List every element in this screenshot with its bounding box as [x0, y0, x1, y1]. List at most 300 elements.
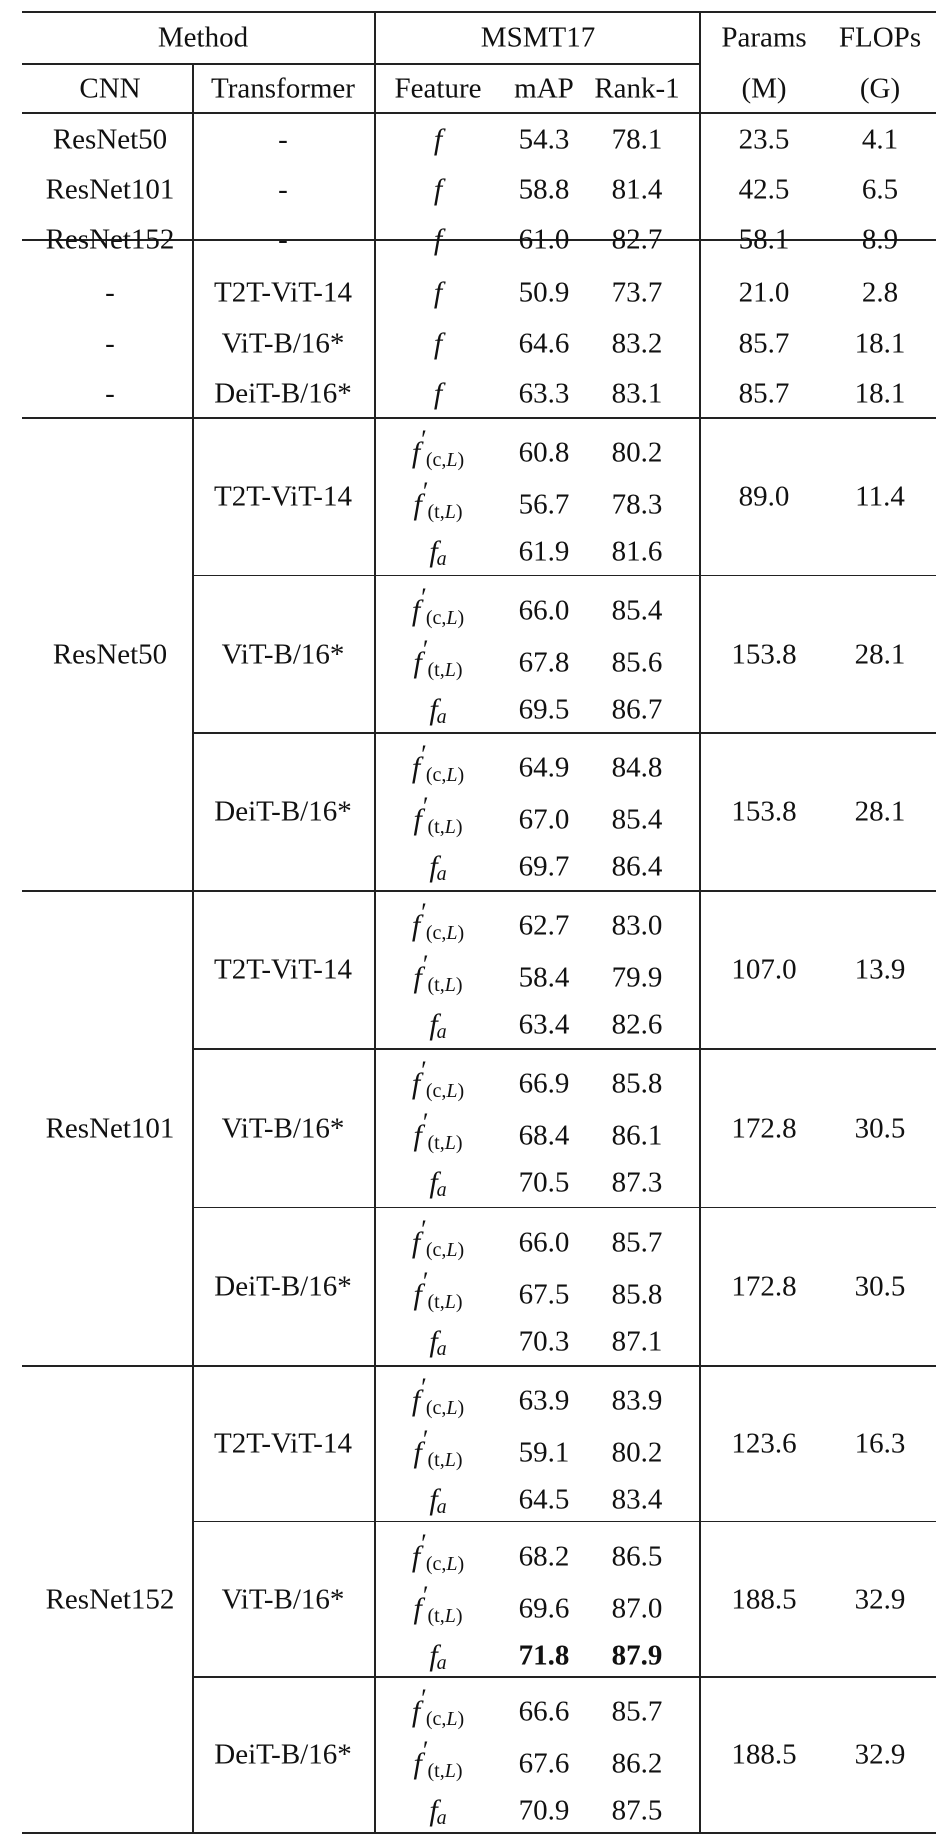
rank1-cell: 86.5: [611, 1540, 663, 1573]
row-rule: [22, 63, 700, 65]
feature-symbol: f: [413, 961, 422, 994]
feature-cell: [411, 425, 465, 471]
feature-subscript-layer: L: [446, 606, 458, 629]
map-cell: 67.6: [518, 1747, 570, 1780]
map-cell: 58.8: [518, 173, 570, 206]
feature-prime: ′: [422, 1580, 429, 1610]
feature-symbol: f: [413, 803, 422, 837]
rank1-cell: 85.7: [611, 1226, 663, 1259]
feature-subscript: [428, 1605, 463, 1627]
rank1-cell: 78.3: [611, 488, 663, 521]
feature-subscript: [428, 974, 463, 996]
feature-subscript: [428, 659, 463, 681]
feature-prime: ′: [421, 1056, 427, 1086]
feature-subscript-layer: L: [444, 1760, 456, 1783]
header-method: Method: [157, 21, 249, 54]
feature-symbol: f: [413, 1436, 422, 1469]
feature-symbol: f: [433, 327, 443, 360]
header-params-unit: (M): [741, 72, 787, 105]
transformer-block-label: ViT-B/16*: [221, 1583, 345, 1615]
feature-subscript-close: ): [457, 1708, 465, 1731]
feature-subscript-close: ): [455, 816, 463, 839]
rank1-cell: 79.9: [611, 961, 663, 994]
feature-symbol: f: [411, 1067, 421, 1101]
rank1-cell: 87.3: [611, 1166, 663, 1199]
feature-prime: ′: [422, 634, 429, 664]
rank1-cell: 85.8: [611, 1067, 663, 1100]
feature-prime: ′: [421, 740, 427, 770]
feature-subscript: [428, 1291, 463, 1313]
feature-symbol: f: [413, 645, 422, 679]
feature-cell: [411, 1373, 465, 1419]
feature-prime: ′: [422, 1425, 429, 1454]
feature-symbol: f: [429, 1324, 438, 1358]
feature-prime: ′: [422, 792, 429, 822]
feature-symbol: f: [413, 1277, 422, 1311]
map-cell: 69.7: [518, 850, 570, 883]
feature-subscript: [426, 922, 464, 944]
feature-subscript-layer: L: [444, 658, 456, 681]
feature-cell: [429, 1324, 447, 1360]
row-rule: [193, 1521, 936, 1523]
flops-cell: 32.9: [854, 1583, 906, 1615]
feature-subscript-open: (t,: [427, 1449, 445, 1471]
feature-cell: [429, 1008, 447, 1043]
feature-subscript-open: (c,: [425, 1080, 447, 1103]
feature-subscript-layer: L: [446, 1397, 458, 1419]
feature-symbol: f: [433, 223, 443, 256]
row-rule: [22, 1832, 936, 1834]
feature-subscript: a: [436, 548, 447, 570]
row-rule: [193, 1207, 936, 1209]
rank1-cell: 86.7: [611, 693, 663, 726]
flops-cell: 8.9: [861, 223, 899, 256]
rank1-cell: 87.0: [611, 1592, 663, 1625]
rank1-cell: 85.6: [611, 646, 663, 679]
feature-symbol: f: [411, 1384, 421, 1417]
feature-symbol: f: [429, 1483, 438, 1516]
header-flops: FLOPs: [838, 21, 922, 54]
map-cell: 69.5: [518, 693, 570, 726]
feature-symbol: f: [433, 377, 443, 410]
feature-subscript: [426, 607, 464, 629]
map-cell: 54.3: [518, 123, 570, 156]
flops-cell: 30.5: [854, 1270, 906, 1303]
feature-subscript-open: (t,: [427, 1604, 445, 1627]
feature-subscript: [426, 1553, 464, 1575]
feature-cell: [413, 1266, 463, 1313]
feature-prime: ′: [422, 477, 429, 506]
feature-subscript: [426, 1239, 464, 1261]
transformer-block-label: T2T-ViT-14: [214, 480, 352, 513]
feature-symbol: f: [411, 593, 421, 627]
column-rule: [699, 12, 701, 1833]
feature-subscript-close: ): [455, 1132, 463, 1155]
map-cell: 61.9: [518, 535, 570, 568]
feature-cell: [411, 1528, 465, 1575]
feature-subscript-layer: L: [446, 764, 458, 787]
flops-cell: 2.8: [861, 276, 899, 309]
map-cell: 63.9: [518, 1384, 570, 1417]
flops-cell: 11.4: [855, 480, 905, 513]
feature-subscript: [426, 764, 464, 786]
map-cell: 70.5: [518, 1166, 570, 1199]
map-cell: 61.0: [518, 223, 570, 256]
feature-subscript-layer: L: [446, 1708, 458, 1731]
flops-cell: 32.9: [854, 1738, 906, 1771]
feature-symbol: f: [411, 1695, 421, 1729]
params-cell: 21.0: [738, 276, 790, 309]
feature-cell: [413, 634, 463, 681]
map-cell: 67.0: [518, 803, 570, 836]
map-cell: 50.9: [518, 276, 570, 309]
map-cell: 60.8: [518, 436, 570, 469]
transformer-cell: DeiT-B/16*: [214, 377, 352, 410]
map-cell: 64.9: [518, 751, 570, 784]
flops-cell: 16.3: [854, 1427, 906, 1460]
feature-subscript-open: (c,: [425, 449, 447, 471]
cnn-group-label: ResNet50: [52, 638, 168, 670]
feature-subscript: [426, 449, 464, 471]
feature-subscript-open: (t,: [427, 1290, 445, 1313]
feature-prime: ′: [422, 950, 429, 979]
row-rule: [193, 1676, 936, 1678]
map-cell: 70.9: [518, 1794, 570, 1827]
feature-symbol: f: [413, 1747, 422, 1781]
feature-subscript: [428, 501, 463, 523]
rank1-cell: 85.4: [611, 594, 663, 627]
feature-subscript-layer: L: [444, 1132, 456, 1155]
rank1-cell: 86.2: [611, 1747, 663, 1780]
transformer-cell: T2T-ViT-14: [214, 276, 352, 309]
rank1-cell: 82.7: [611, 223, 663, 256]
map-cell: 67.8: [518, 646, 570, 679]
feature-symbol: f: [411, 909, 421, 942]
map-cell: 63.3: [518, 377, 570, 410]
feature-cell: [413, 1425, 463, 1471]
feature-subscript-layer: L: [444, 816, 456, 839]
feature-subscript-layer: L: [446, 449, 458, 471]
cnn-cell: ResNet101: [45, 173, 175, 206]
feature-subscript-open: (t,: [427, 1132, 445, 1155]
feature-subscript-close: ): [455, 1604, 463, 1627]
feature-subscript-close: ): [457, 922, 465, 944]
rank1-cell: 78.1: [611, 123, 663, 156]
rank1-cell: 80.2: [611, 436, 663, 469]
row-rule: [22, 890, 936, 892]
params-cell: 153.8: [731, 795, 797, 828]
feature-subscript-layer: L: [444, 1604, 456, 1627]
map-cell: 58.4: [518, 961, 570, 994]
rank1-cell: 81.4: [611, 173, 663, 206]
transformer-block-label: ViT-B/16*: [221, 1112, 345, 1144]
column-rule: [192, 64, 194, 240]
params-cell: 107.0: [731, 953, 797, 986]
map-cell: 59.1: [518, 1436, 570, 1469]
params-cell: 188.5: [731, 1738, 797, 1771]
map-cell: 68.2: [518, 1540, 570, 1573]
feature-subscript-open: (t,: [427, 501, 445, 523]
feature-subscript-open: (t,: [427, 816, 445, 839]
feature-symbol: f: [413, 1591, 422, 1625]
feature-prime: ′: [421, 1214, 427, 1244]
feature-subscript-close: ): [455, 974, 463, 996]
feature-cell: [434, 278, 442, 308]
rank1-cell: 84.8: [611, 751, 663, 784]
feature-subscript: [426, 1080, 464, 1102]
flops-cell: 13.9: [854, 953, 906, 986]
transformer-block-label: T2T-ViT-14: [214, 953, 352, 986]
params-cell: 85.7: [738, 377, 790, 410]
rank1-cell: 83.4: [611, 1483, 663, 1516]
row-rule: [22, 417, 936, 419]
transformer-block-label: ViT-B/16*: [221, 638, 345, 670]
feature-subscript-layer: L: [444, 1290, 456, 1313]
feature-subscript-close: ): [455, 1449, 463, 1471]
feature-subscript-layer: L: [446, 922, 458, 944]
map-cell: 66.6: [518, 1695, 570, 1728]
rank1-cell: 83.9: [611, 1384, 663, 1417]
feature-symbol: f: [429, 1794, 438, 1828]
row-rule: [193, 575, 936, 577]
feature-subscript: a: [436, 705, 447, 728]
feature-subscript-open: (c,: [425, 764, 447, 787]
cnn-cell: -: [105, 327, 115, 360]
feature-subscript: [428, 816, 463, 838]
feature-cell: [413, 477, 463, 523]
feature-symbol: f: [429, 1166, 438, 1200]
rank1-cell: 80.2: [611, 1436, 663, 1469]
rank1-cell: 81.6: [611, 535, 663, 568]
rank1-cell: 82.6: [611, 1008, 663, 1041]
rank1-cell: 87.1: [611, 1325, 663, 1358]
feature-cell: [429, 535, 447, 570]
feature-symbol: f: [429, 1008, 438, 1041]
feature-subscript-close: ): [457, 1552, 465, 1575]
feature-subscript-layer: L: [446, 1080, 458, 1103]
rank1-cell: 85.4: [611, 803, 663, 836]
transformer-cell: ViT-B/16*: [221, 327, 345, 360]
cnn-cell: ResNet152: [45, 223, 175, 256]
flops-cell: 30.5: [854, 1112, 906, 1144]
feature-cell: [413, 1736, 463, 1783]
feature-subscript-open: (c,: [425, 606, 447, 629]
feature-symbol: f: [429, 535, 438, 568]
rank1-cell: 85.8: [611, 1278, 663, 1311]
map-cell: 66.9: [518, 1067, 570, 1100]
feature-subscript-close: ): [455, 501, 463, 523]
feature-prime: ′: [421, 1684, 427, 1714]
feature-subscript-open: (c,: [425, 1238, 447, 1261]
row-rule: [22, 1365, 936, 1367]
feature-subscript-open: (c,: [425, 1708, 447, 1731]
feature-subscript: a: [436, 863, 447, 886]
params-cell: 42.5: [738, 173, 790, 206]
feature-cell: [429, 1166, 447, 1202]
params-cell: 153.8: [731, 638, 797, 670]
params-cell: 23.5: [738, 123, 790, 156]
feature-cell: [411, 1684, 465, 1731]
feature-subscript: [428, 1132, 463, 1154]
feature-symbol: f: [429, 1638, 438, 1672]
feature-subscript-close: ): [457, 1080, 465, 1103]
cnn-cell: -: [105, 276, 115, 309]
column-rule: [192, 240, 194, 1833]
map-cell: 67.5: [518, 1278, 570, 1311]
feature-subscript-close: ): [455, 658, 463, 681]
feature-symbol: f: [429, 850, 438, 884]
feature-symbol: f: [411, 1539, 421, 1573]
flops-cell: 18.1: [854, 377, 906, 410]
map-cell: 56.7: [518, 488, 570, 521]
feature-subscript-open: (t,: [427, 974, 445, 996]
cnn-cell: ResNet50: [52, 123, 168, 156]
rank1-cell: 87.9: [611, 1639, 663, 1672]
feature-cell: [429, 1794, 447, 1830]
rank1-cell: 83.0: [611, 909, 663, 942]
feature-subscript-open: (t,: [427, 1760, 445, 1783]
feature-symbol: f: [433, 276, 443, 309]
feature-subscript-close: ): [457, 606, 465, 629]
feature-cell: [429, 1483, 447, 1518]
header-map: mAP: [514, 72, 574, 105]
rank1-cell: 85.7: [611, 1695, 663, 1728]
feature-subscript: [426, 1397, 464, 1419]
flops-cell: 4.1: [861, 123, 899, 156]
flops-cell: 28.1: [854, 795, 906, 828]
feature-symbol: f: [413, 488, 422, 521]
feature-symbol: f: [411, 436, 421, 469]
transformer-cell: -: [278, 173, 288, 206]
params-cell: 89.0: [738, 480, 790, 513]
params-cell: 58.1: [738, 223, 790, 256]
feature-cell: [413, 1108, 463, 1155]
feature-cell: [434, 125, 442, 155]
params-cell: 123.6: [731, 1427, 797, 1460]
map-cell: 64.6: [518, 327, 570, 360]
map-cell: 63.4: [518, 1008, 570, 1041]
transformer-block-label: DeiT-B/16*: [214, 795, 352, 828]
feature-subscript-open: (c,: [425, 1552, 447, 1575]
feature-subscript-close: ): [457, 1238, 465, 1261]
row-rule: [193, 732, 936, 734]
transformer-cell: -: [278, 223, 288, 256]
feature-cell: [411, 1056, 465, 1103]
rank1-cell: 73.7: [611, 276, 663, 309]
feature-subscript-layer: L: [444, 974, 456, 996]
feature-subscript: a: [436, 1179, 447, 1202]
feature-cell: [429, 1638, 447, 1674]
feature-subscript: a: [436, 1337, 447, 1360]
feature-prime: ′: [422, 1108, 429, 1138]
map-cell: 64.5: [518, 1483, 570, 1516]
cnn-group-label: ResNet152: [45, 1583, 175, 1615]
feature-subscript-close: ): [455, 1760, 463, 1783]
feature-subscript: [426, 1708, 464, 1730]
map-cell: 69.6: [518, 1592, 570, 1625]
header-cnn: CNN: [79, 72, 141, 105]
flops-cell: 28.1: [854, 638, 906, 670]
feature-symbol: f: [411, 751, 421, 785]
feature-subscript-layer: L: [446, 1552, 458, 1575]
feature-subscript-open: (c,: [425, 922, 447, 944]
column-rule: [374, 12, 376, 1833]
feature-prime: ′: [421, 582, 427, 612]
feature-prime: ′: [422, 1266, 429, 1296]
row-rule: [22, 112, 936, 114]
feature-cell: [413, 1580, 463, 1627]
params-cell: 85.7: [738, 327, 790, 360]
params-cell: 172.8: [731, 1270, 797, 1303]
feature-cell: [413, 950, 463, 996]
feature-cell: [411, 740, 465, 787]
flops-cell: 6.5: [861, 173, 899, 206]
feature-symbol: f: [411, 1225, 421, 1259]
feature-cell: [434, 175, 442, 205]
feature-subscript-close: ): [457, 764, 465, 787]
feature-subscript-layer: L: [444, 501, 456, 523]
flops-cell: 18.1: [854, 327, 906, 360]
feature-symbol: f: [433, 123, 443, 156]
feature-cell: [429, 850, 447, 886]
params-cell: 188.5: [731, 1583, 797, 1615]
feature-subscript-layer: L: [446, 1238, 458, 1261]
feature-symbol: f: [413, 1119, 422, 1153]
transformer-block-label: DeiT-B/16*: [214, 1270, 352, 1303]
header-feature: Feature: [394, 72, 482, 105]
feature-subscript-close: ): [457, 1397, 465, 1419]
map-cell: 68.4: [518, 1119, 570, 1152]
header-flops-unit: (G): [859, 72, 901, 105]
feature-prime: ′: [421, 1373, 427, 1402]
row-rule: [22, 11, 936, 13]
feature-subscript: [428, 1760, 463, 1782]
header-rank1: Rank-1: [594, 72, 680, 105]
row-rule: [193, 1048, 936, 1050]
feature-subscript-close: ): [455, 1290, 463, 1313]
transformer-block-label: DeiT-B/16*: [214, 1738, 352, 1771]
rank1-cell: 87.5: [611, 1794, 663, 1827]
map-cell: 70.3: [518, 1325, 570, 1358]
map-cell: 62.7: [518, 909, 570, 942]
feature-subscript-layer: L: [444, 1449, 456, 1471]
transformer-block-label: T2T-ViT-14: [214, 1427, 352, 1460]
feature-cell: [411, 582, 465, 629]
feature-cell: [434, 329, 442, 359]
feature-subscript-open: (t,: [427, 658, 445, 681]
feature-prime: ′: [422, 1736, 429, 1766]
cnn-group-label: ResNet101: [45, 1112, 175, 1144]
feature-subscript: [428, 1449, 463, 1471]
feature-subscript: a: [436, 1021, 447, 1043]
map-cell: 71.8: [518, 1639, 570, 1672]
feature-subscript: a: [436, 1651, 447, 1674]
header-params: Params: [721, 21, 807, 54]
transformer-cell: -: [278, 123, 288, 156]
feature-cell: [434, 225, 442, 255]
feature-prime: ′: [421, 898, 427, 927]
feature-subscript-open: (c,: [425, 1397, 447, 1419]
header-dataset: MSMT17: [480, 21, 596, 54]
feature-symbol: f: [429, 692, 438, 726]
rank1-cell: 83.2: [611, 327, 663, 360]
params-cell: 172.8: [731, 1112, 797, 1144]
header-transformer: Transformer: [211, 72, 355, 105]
rank1-cell: 86.1: [611, 1119, 663, 1152]
rank1-cell: 86.4: [611, 850, 663, 883]
feature-cell: [411, 1214, 465, 1261]
rank1-cell: 83.1: [611, 377, 663, 410]
